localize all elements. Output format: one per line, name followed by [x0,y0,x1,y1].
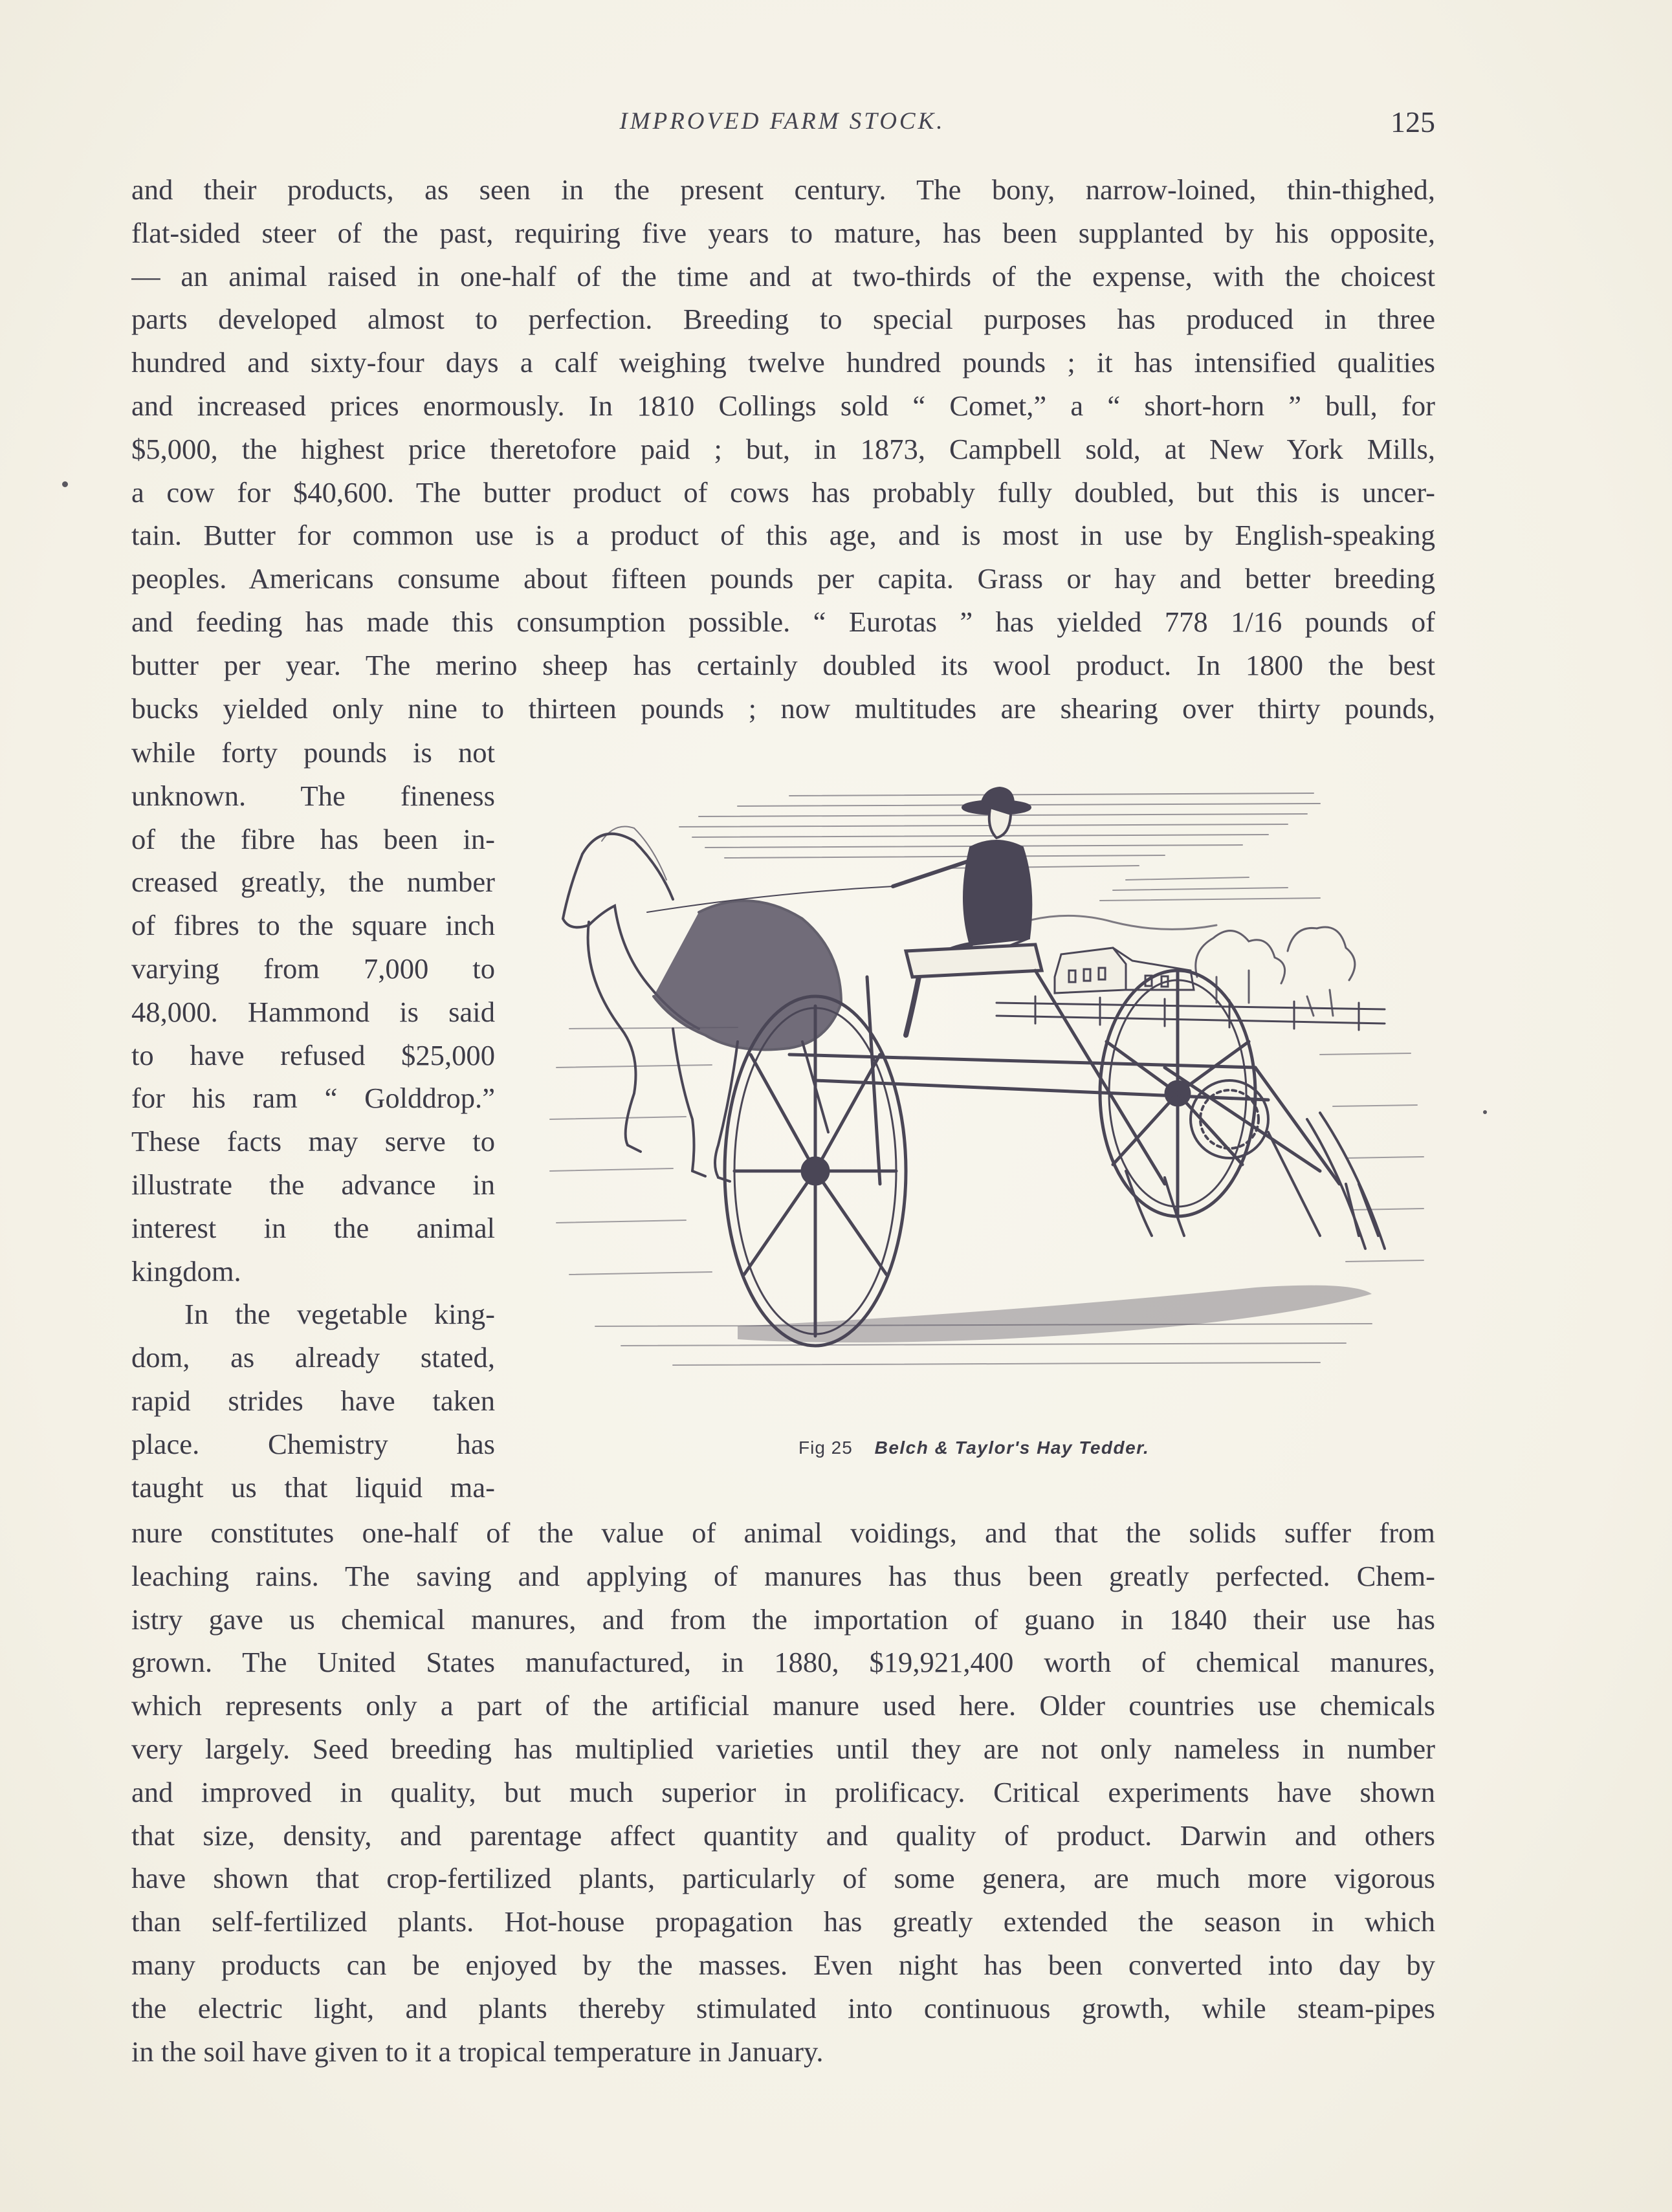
text-line: and increased prices enormously. In 1810 Collings sold “ Comet,” a “ short-horn ” bull, for [131,389,1435,422]
ink-speck [62,481,68,487]
text-line: the electric light, and plants thereby stimulated into continuous growth, while steam-pipes [131,1991,1435,2024]
text-line: and feeding has made this consumption possible. “ Eurotas ” has yielded 778 1/16 pounds of [131,605,1435,638]
body-text-bottom [131,1511,1435,2073]
figure-caption [798,1438,1381,1458]
text-line: creased greatly, the number [131,866,495,899]
text-line: for his ram “ Golddrop.” [131,1082,495,1115]
text-line: that size, density, and parentage affect quantity and quality of product. Darwin and others [131,1819,1435,1852]
horse [563,827,841,1182]
text-line: which represents only a part of the artificial manure used here. Older countries use chemicals [131,1689,1435,1722]
text-line: illustrate the advance in [131,1168,495,1201]
text-line: have shown that crop-fertilized plants, particularly of some genera, are much more vigorous [131,1862,1435,1895]
text-line: kingdom. [131,1254,241,1287]
figure-title: Belch & Taylor's Hay Tedder. [874,1438,1150,1458]
ink-speck [1483,1110,1487,1114]
text-line: leaching rains. The saving and applying of manures has thus been greatly perfected. Chem- [131,1559,1435,1592]
text-line: — an animal raised in one-half of the time and at two-thirds of the expense, with the choicest [131,259,1435,292]
left-wheel [725,996,906,1346]
body-text-side [131,731,495,1509]
page-number: 125 [1391,105,1435,138]
text-line: tain. Butter for common use is a product of this age, and is most in use by English-speaking [131,519,1435,552]
text-line: place. Chemistry has [131,1427,495,1460]
text-line: than self-fertilized plants. Hot-house propagation has greatly extended the season in which [131,1905,1435,1938]
text-line: These facts may serve to [131,1125,495,1158]
figure-label: Fig 25 [798,1438,853,1458]
text-line: and their products, as seen in the present century. The bony, narrow-loined, thin-thighed, [131,173,1435,206]
text-line: flat-sided steer of the past, requiring five years to mature, has been supplanted by his opposite, [131,216,1435,249]
text-line: peoples. Americans consume about fifteen pounds per capita. Grass or hay and better breeding [131,562,1435,595]
text-line: and improved in quality, but much superior in prolificacy. Critical experiments have shown [131,1775,1435,1808]
text-line: $5,000, the highest price theretofore paid ; but, in 1873, Campbell sold, at New York Mills, [131,432,1435,465]
text-line: grown. The United States manufactured, in 1880, $19,921,400 worth of chemical manures, [131,1646,1435,1679]
text-line: a cow for $40,600. The butter product of cows has probably fully doubled, but this is uncer- [131,476,1435,509]
ground-shadow [738,1286,1372,1342]
text-line: nure constitutes one-half of the value of animal voidings, and that the solids suffer from [131,1517,1435,1549]
text-line: interest in the animal [131,1211,495,1244]
text-line: taught us that liquid ma- [131,1471,495,1504]
text-line: varying from 7,000 to [131,952,495,985]
text-line: while forty pounds is not [131,736,495,769]
text-line: parts developed almost to perfection. Breeding to special purposes has produced in three [131,303,1435,336]
text-line: of the fibre has been in- [131,822,495,855]
text-line: unknown. The fineness [131,779,495,812]
text-line: to have refused $25,000 [131,1038,495,1071]
page-header [129,105,1435,144]
text-line: 48,000. Hammond is said [131,995,495,1028]
running-title: IMPROVED FARM STOCK. [619,108,945,135]
text-line: butter per year. The merino sheep has certainly doubled its wool product. In 1800 the best [131,648,1435,681]
text-line: In the vegetable king- [184,1298,495,1331]
text-line: in the soil have given to it a tropical temperature in January. [131,2035,824,2068]
text-line: rapid strides have taken [131,1384,495,1417]
hay-tedder-engraving [544,783,1436,1430]
text-line: bucks yielded only nine to thirteen pounds ; now multitudes are shearing over thirty pounds, [131,692,1435,725]
text-line: many products can be enjoyed by the masses. Even night has been converted into day by [131,1948,1435,1981]
text-line: istry gave us chemical manures, and from the importation of guano in 1840 their use has [131,1603,1435,1636]
text-line: very largely. Seed breeding has multiplied varieties until they are not only nameless in number [131,1732,1435,1765]
text-line: dom, as already stated, [131,1341,495,1374]
engraving-illustration [544,783,1436,1430]
text-line: hundred and sixty-four days a calf weighing twelve hundred pounds ; it has intensified qualities [131,346,1435,379]
text-line: of fibres to the square inch [131,909,495,942]
body-text-top [131,168,1435,730]
